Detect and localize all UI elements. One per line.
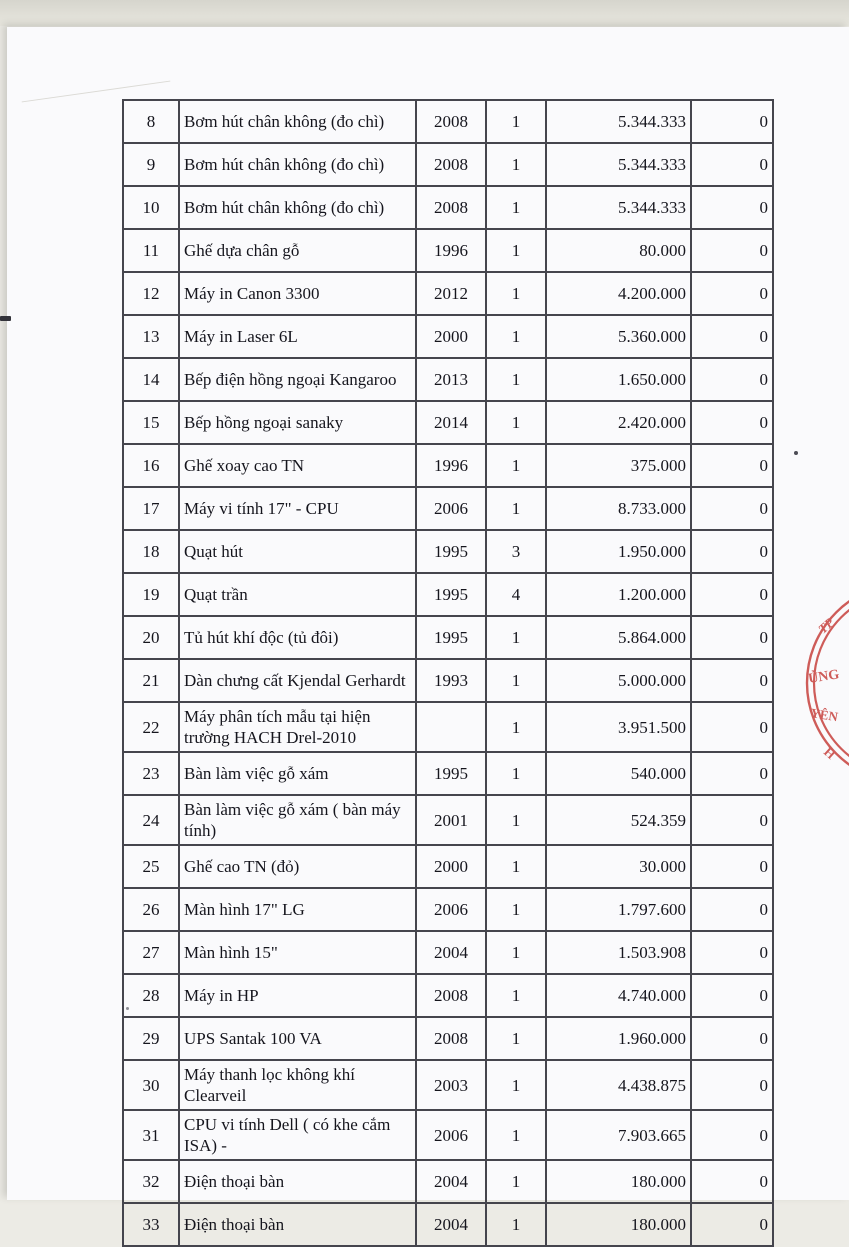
table-row [123,1160,773,1203]
residual-value-cell: 0 [691,100,773,143]
row-number-cell: 16 [123,444,179,487]
table-row [123,143,773,186]
table-row [123,315,773,358]
item-name-cell: Quạt hút [179,530,416,573]
quantity-cell: 1 [486,143,546,186]
asset-table-body [123,100,773,1246]
quantity-cell: 1 [486,845,546,888]
residual-value-cell: 0 [691,1160,773,1203]
item-name-cell: CPU vi tính Dell ( có khe cắm ISA) - [179,1110,416,1160]
value-cell: 3.951.500 [546,702,691,752]
table-row [123,659,773,702]
table-row [123,100,773,143]
table-row [123,1203,773,1246]
row-number-cell: 17 [123,487,179,530]
value-cell: 4.200.000 [546,272,691,315]
year-cell: 2006 [416,1110,486,1160]
value-cell: 1.960.000 [546,1017,691,1060]
row-number-cell: 13 [123,315,179,358]
quantity-cell: 1 [486,974,546,1017]
year-cell: 1993 [416,659,486,702]
row-number-cell: 19 [123,573,179,616]
row-number-cell: 26 [123,888,179,931]
item-name-cell: Điện thoại bàn [179,1203,416,1246]
residual-value-cell: 0 [691,1060,773,1110]
residual-value-cell: 0 [691,358,773,401]
row-number-cell: 31 [123,1110,179,1160]
item-name-cell: Ghế cao TN (đỏ) [179,845,416,888]
value-cell: 8.733.000 [546,487,691,530]
item-name-cell: Tủ hút khí độc (tủ đôi) [179,616,416,659]
item-name-cell: Điện thoại bàn [179,1160,416,1203]
year-cell: 2000 [416,845,486,888]
residual-value-cell: 0 [691,229,773,272]
quantity-cell: 1 [486,1110,546,1160]
value-cell: 5.344.333 [546,143,691,186]
residual-value-cell: 0 [691,143,773,186]
residual-value-cell: 0 [691,845,773,888]
value-cell: 180.000 [546,1160,691,1203]
item-name-cell: Dàn chưng cất Kjendal Gerhardt [179,659,416,702]
year-cell: 1996 [416,444,486,487]
item-name-cell: Máy thanh lọc không khí Clearveil [179,1060,416,1110]
scan-edge-band [0,0,849,26]
item-name-cell: Bơm hút chân không (đo chì) [179,100,416,143]
residual-value-cell: 0 [691,1203,773,1246]
table-row [123,272,773,315]
scan-speck [794,451,798,455]
year-cell: 1995 [416,573,486,616]
stamp-text-fragment: H [820,744,839,763]
year-cell: 2008 [416,186,486,229]
quantity-cell: 1 [486,702,546,752]
row-number-cell: 33 [123,1203,179,1246]
quantity-cell: 1 [486,315,546,358]
item-name-cell: Máy in Canon 3300 [179,272,416,315]
quantity-cell: 1 [486,1203,546,1246]
residual-value-cell: 0 [691,616,773,659]
value-cell: 2.420.000 [546,401,691,444]
quantity-cell: 1 [486,1017,546,1060]
table-row [123,795,773,845]
year-cell: 1995 [416,530,486,573]
residual-value-cell: 0 [691,444,773,487]
row-number-cell: 12 [123,272,179,315]
quantity-cell: 4 [486,573,546,616]
row-number-cell: 29 [123,1017,179,1060]
table-row [123,186,773,229]
stamp-text-fragment: ỦNG [807,667,841,687]
value-cell: 1.503.908 [546,931,691,974]
item-name-cell: Ghế dựa chân gỗ [179,229,416,272]
residual-value-cell: 0 [691,1110,773,1160]
value-cell: 80.000 [546,229,691,272]
residual-value-cell: 0 [691,573,773,616]
table-row [123,1060,773,1110]
residual-value-cell: 0 [691,401,773,444]
table-row [123,931,773,974]
row-number-cell: 10 [123,186,179,229]
year-cell: 1996 [416,229,486,272]
table-row [123,401,773,444]
year-cell: 2003 [416,1060,486,1110]
item-name-cell: UPS Santak 100 VA [179,1017,416,1060]
row-number-cell: 32 [123,1160,179,1203]
red-stamp [789,575,849,795]
row-number-cell: 25 [123,845,179,888]
year-cell: 1995 [416,752,486,795]
row-number-cell: 18 [123,530,179,573]
residual-value-cell: 0 [691,702,773,752]
value-cell: 524.359 [546,795,691,845]
quantity-cell: 1 [486,888,546,931]
quantity-cell: 1 [486,444,546,487]
quantity-cell: 1 [486,487,546,530]
quantity-cell: 1 [486,752,546,795]
value-cell: 4.740.000 [546,974,691,1017]
value-cell: 5.864.000 [546,616,691,659]
item-name-cell: Bàn làm việc gỗ xám [179,752,416,795]
row-number-cell: 24 [123,795,179,845]
year-cell: 2006 [416,487,486,530]
stamp-text-fragment: YÊN [809,705,839,725]
table-row [123,573,773,616]
item-name-cell: Máy in Laser 6L [179,315,416,358]
table-row [123,1017,773,1060]
value-cell: 4.438.875 [546,1060,691,1110]
row-number-cell: 9 [123,143,179,186]
value-cell: 5.344.333 [546,100,691,143]
quantity-cell: 1 [486,100,546,143]
item-name-cell: Máy vi tính 17" - CPU [179,487,416,530]
residual-value-cell: 0 [691,752,773,795]
item-name-cell: Bếp điện hồng ngoại Kangaroo [179,358,416,401]
table-row [123,358,773,401]
year-cell [416,702,486,752]
row-number-cell: 8 [123,100,179,143]
asset-table [122,99,774,1247]
item-name-cell: Bơm hút chân không (đo chì) [179,186,416,229]
table-row [123,752,773,795]
table-row [123,974,773,1017]
row-number-cell: 11 [123,229,179,272]
table-row [123,444,773,487]
residual-value-cell: 0 [691,186,773,229]
year-cell: 1995 [416,616,486,659]
item-name-cell: Máy phân tích mẫu tại hiện trường HACH Drel-2010 [179,702,416,752]
quantity-cell: 1 [486,1160,546,1203]
row-number-cell: 14 [123,358,179,401]
quantity-cell: 1 [486,272,546,315]
table-row [123,845,773,888]
residual-value-cell: 0 [691,315,773,358]
row-number-cell: 27 [123,931,179,974]
quantity-cell: 1 [486,401,546,444]
row-number-cell: 22 [123,702,179,752]
year-cell: 2004 [416,1203,486,1246]
year-cell: 2013 [416,358,486,401]
value-cell: 5.344.333 [546,186,691,229]
year-cell: 2008 [416,100,486,143]
value-cell: 1.797.600 [546,888,691,931]
year-cell: 2008 [416,1017,486,1060]
item-name-cell: Màn hình 15" [179,931,416,974]
stamp-text-fragment: TP [815,614,837,637]
table-row [123,530,773,573]
quantity-cell: 1 [486,1060,546,1110]
scan-speck [126,1007,129,1010]
row-number-cell: 30 [123,1060,179,1110]
table-row [123,616,773,659]
table-row [123,702,773,752]
value-cell: 540.000 [546,752,691,795]
value-cell: 5.360.000 [546,315,691,358]
year-cell: 2008 [416,974,486,1017]
item-name-cell: Ghế xoay cao TN [179,444,416,487]
table-row [123,229,773,272]
year-cell: 2001 [416,795,486,845]
year-cell: 2006 [416,888,486,931]
item-name-cell: Quạt trần [179,573,416,616]
year-cell: 2004 [416,931,486,974]
value-cell: 5.000.000 [546,659,691,702]
item-name-cell: Bếp hồng ngoại sanaky [179,401,416,444]
row-number-cell: 15 [123,401,179,444]
value-cell: 30.000 [546,845,691,888]
item-name-cell: Bàn làm việc gỗ xám ( bàn máy tính) [179,795,416,845]
residual-value-cell: 0 [691,487,773,530]
value-cell: 375.000 [546,444,691,487]
residual-value-cell: 0 [691,272,773,315]
item-name-cell: Bơm hút chân không (đo chì) [179,143,416,186]
year-cell: 2014 [416,401,486,444]
row-number-cell: 28 [123,974,179,1017]
year-cell: 2008 [416,143,486,186]
quantity-cell: 1 [486,931,546,974]
quantity-cell: 1 [486,795,546,845]
scan-punch-mark [0,316,11,321]
residual-value-cell: 0 [691,1017,773,1060]
document-page [7,27,849,1234]
table-row [123,888,773,931]
quantity-cell: 1 [486,358,546,401]
row-number-cell: 20 [123,616,179,659]
residual-value-cell: 0 [691,974,773,1017]
residual-value-cell: 0 [691,659,773,702]
value-cell: 7.903.665 [546,1110,691,1160]
quantity-cell: 1 [486,186,546,229]
value-cell: 1.950.000 [546,530,691,573]
row-number-cell: 23 [123,752,179,795]
quantity-cell: 1 [486,659,546,702]
residual-value-cell: 0 [691,530,773,573]
row-number-cell: 21 [123,659,179,702]
quantity-cell: 3 [486,530,546,573]
table-row [123,1110,773,1160]
value-cell: 180.000 [546,1203,691,1246]
residual-value-cell: 0 [691,888,773,931]
year-cell: 2004 [416,1160,486,1203]
year-cell: 2000 [416,315,486,358]
quantity-cell: 1 [486,229,546,272]
table-row [123,487,773,530]
year-cell: 2012 [416,272,486,315]
item-name-cell: Màn hình 17" LG [179,888,416,931]
value-cell: 1.200.000 [546,573,691,616]
quantity-cell: 1 [486,616,546,659]
item-name-cell: Máy in HP [179,974,416,1017]
residual-value-cell: 0 [691,931,773,974]
value-cell: 1.650.000 [546,358,691,401]
residual-value-cell: 0 [691,795,773,845]
